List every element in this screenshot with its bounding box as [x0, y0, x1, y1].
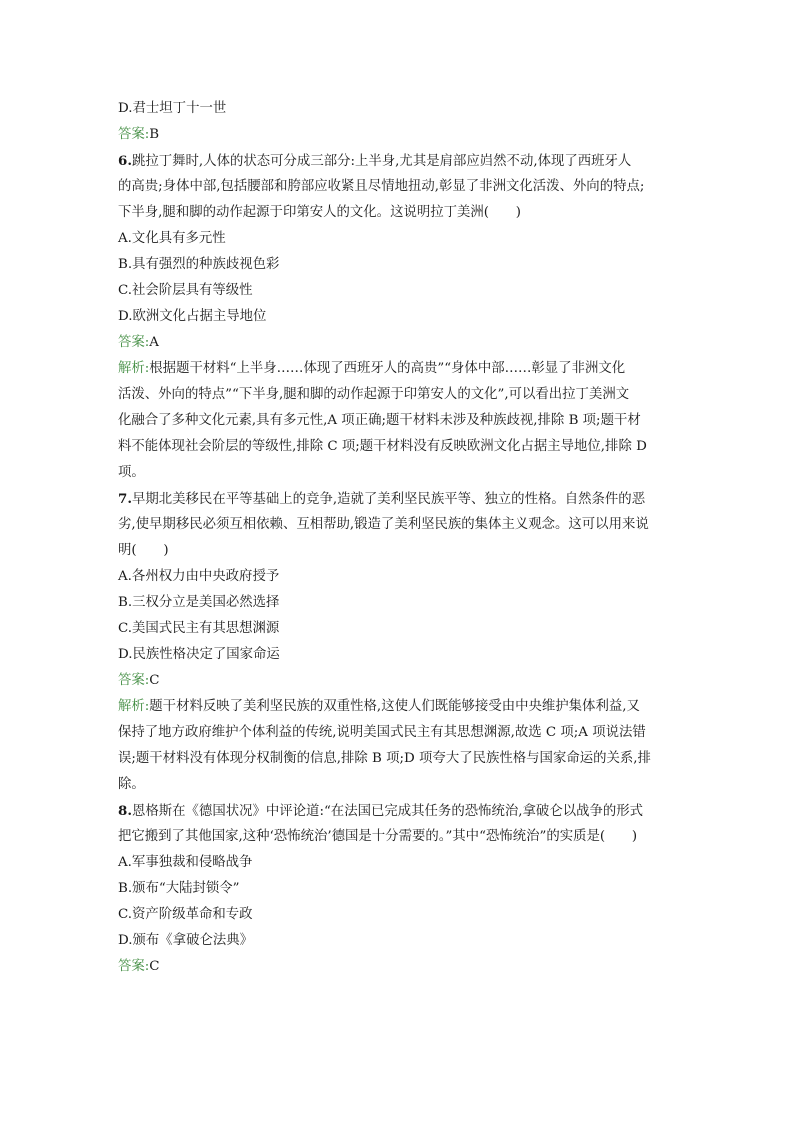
answer-value: C [149, 959, 160, 974]
answer-option: D.颁布《拿破仑法典》 [118, 933, 254, 948]
answer-option: B.三权分立是美国必然选择 [118, 595, 280, 610]
analysis-line [118, 382, 680, 408]
answer-option: D.欧洲文化占据主导地位 [118, 309, 267, 324]
question-number: 6. [118, 153, 132, 169]
question-stem-line [118, 798, 680, 824]
analysis-line [118, 356, 680, 382]
analysis-text: 料不能体现社会阶层的等级性,排除 C 项;题干材料没有反映欧洲文化占据主导地位,排除 D [118, 439, 647, 454]
question-stem-line [118, 148, 680, 174]
answer-option: D.君士坦丁十一世 [118, 101, 227, 116]
answer-line [118, 668, 680, 694]
question-stem-line [118, 174, 680, 200]
analysis-line [118, 746, 680, 772]
answer-line [118, 122, 680, 148]
question-number: 7. [118, 491, 132, 507]
answer-label: 答案: [118, 335, 150, 350]
question-stem-line [118, 200, 680, 226]
answer-option: A.文化具有多元性 [118, 231, 226, 246]
document-page [118, 96, 680, 980]
question-text: 恩格斯在《德国状况》中评论道:“在法国已完成其任务的恐怖统治,拿破仑以战争的形式 [131, 804, 644, 819]
question-text: 明( ) [118, 543, 169, 558]
answer-option: B.颁布“大陆封锁令” [118, 881, 240, 896]
analysis-line [118, 408, 680, 434]
answer-label: 答案: [118, 959, 150, 974]
question-stem-line [118, 512, 680, 538]
question-stem-line [118, 824, 680, 850]
answer-value: C [149, 673, 160, 688]
question-stem-line [118, 538, 680, 564]
analysis-text: 除。 [118, 777, 145, 792]
answer-option: A.各州权力由中央政府授予 [118, 569, 280, 584]
question-text: 的高贵;身体中部,包括腰部和胯部应收紧且尽情地扭动,彰显了非洲文化活泼、外向的特点; [118, 179, 645, 194]
question-text: 下半身,腿和脚的动作起源于印第安人的文化。这说明拉丁美洲( ) [118, 205, 522, 220]
answer-label: 答案: [118, 127, 150, 142]
answer-value: A [149, 335, 159, 350]
answer-option: A.军事独裁和侵略战争 [118, 855, 253, 870]
answer-option: B.具有强烈的种族歧视色彩 [118, 257, 280, 272]
analysis-text: 活泼、外向的特点”“下半身,腿和脚的动作起源于印第安人的文化”,可以看出拉丁美洲文 [118, 387, 630, 402]
analysis-label: 解析: [118, 361, 150, 376]
analysis-text: 题干材料反映了美利坚民族的双重性格,这使人们既能够接受由中央维护集体利益,又 [149, 699, 640, 714]
question-text: 劣,使早期移民必须互相依赖、互相帮助,锻造了美利坚民族的集体主义观念。这可以用来说 [118, 517, 649, 532]
question-text: 跳拉丁舞时,人体的状态可分成三部分:上半身,尤其是肩部应岿然不动,体现了西班牙人 [131, 154, 632, 169]
analysis-label: 解析: [118, 699, 150, 714]
analysis-line [118, 460, 680, 486]
answer-label: 答案: [118, 673, 150, 688]
question-stem-line [118, 486, 680, 512]
analysis-line [118, 720, 680, 746]
analysis-text: 保持了地方政府维护个体利益的传统,说明美国式民主有其思想渊源,故选 C 项;A 项说法错 [118, 725, 646, 740]
analysis-text: 误;题干材料没有体现分权制衡的信息,排除 B 项;D 项夸大了民族性格与国家命运的关系,排 [118, 751, 651, 766]
analysis-text: 根据题干材料“上半身……体现了西班牙人的高贵”“身体中部……彰显了非洲文化 [149, 361, 626, 376]
question-text: 早期北美移民在平等基础上的竞争,造就了美利坚民族平等、独立的性格。自然条件的恶 [131, 492, 646, 507]
answer-line [118, 330, 680, 356]
question-text: 把它搬到了其他国家,这种‘恐怖统治’德国是十分需要的。”其中“恐怖统治”的实质是( ) [118, 829, 638, 844]
answer-option: D.民族性格决定了国家命运 [118, 647, 280, 662]
analysis-line [118, 694, 680, 720]
answer-option: C.美国式民主有其思想渊源 [118, 621, 280, 636]
answer-value: B [149, 127, 160, 142]
answer-option: C.社会阶层具有等级性 [118, 283, 253, 298]
question-number: 8. [118, 803, 132, 819]
analysis-line [118, 434, 680, 460]
analysis-text: 项。 [118, 465, 145, 480]
answer-option: C.资产阶级革命和专政 [118, 907, 253, 922]
analysis-line [118, 772, 680, 798]
answer-line [118, 954, 680, 980]
analysis-text: 化融合了多种文化元素,具有多元性,A 项正确;题干材料未涉及种族歧视,排除 B 项;题干材 [118, 413, 641, 428]
